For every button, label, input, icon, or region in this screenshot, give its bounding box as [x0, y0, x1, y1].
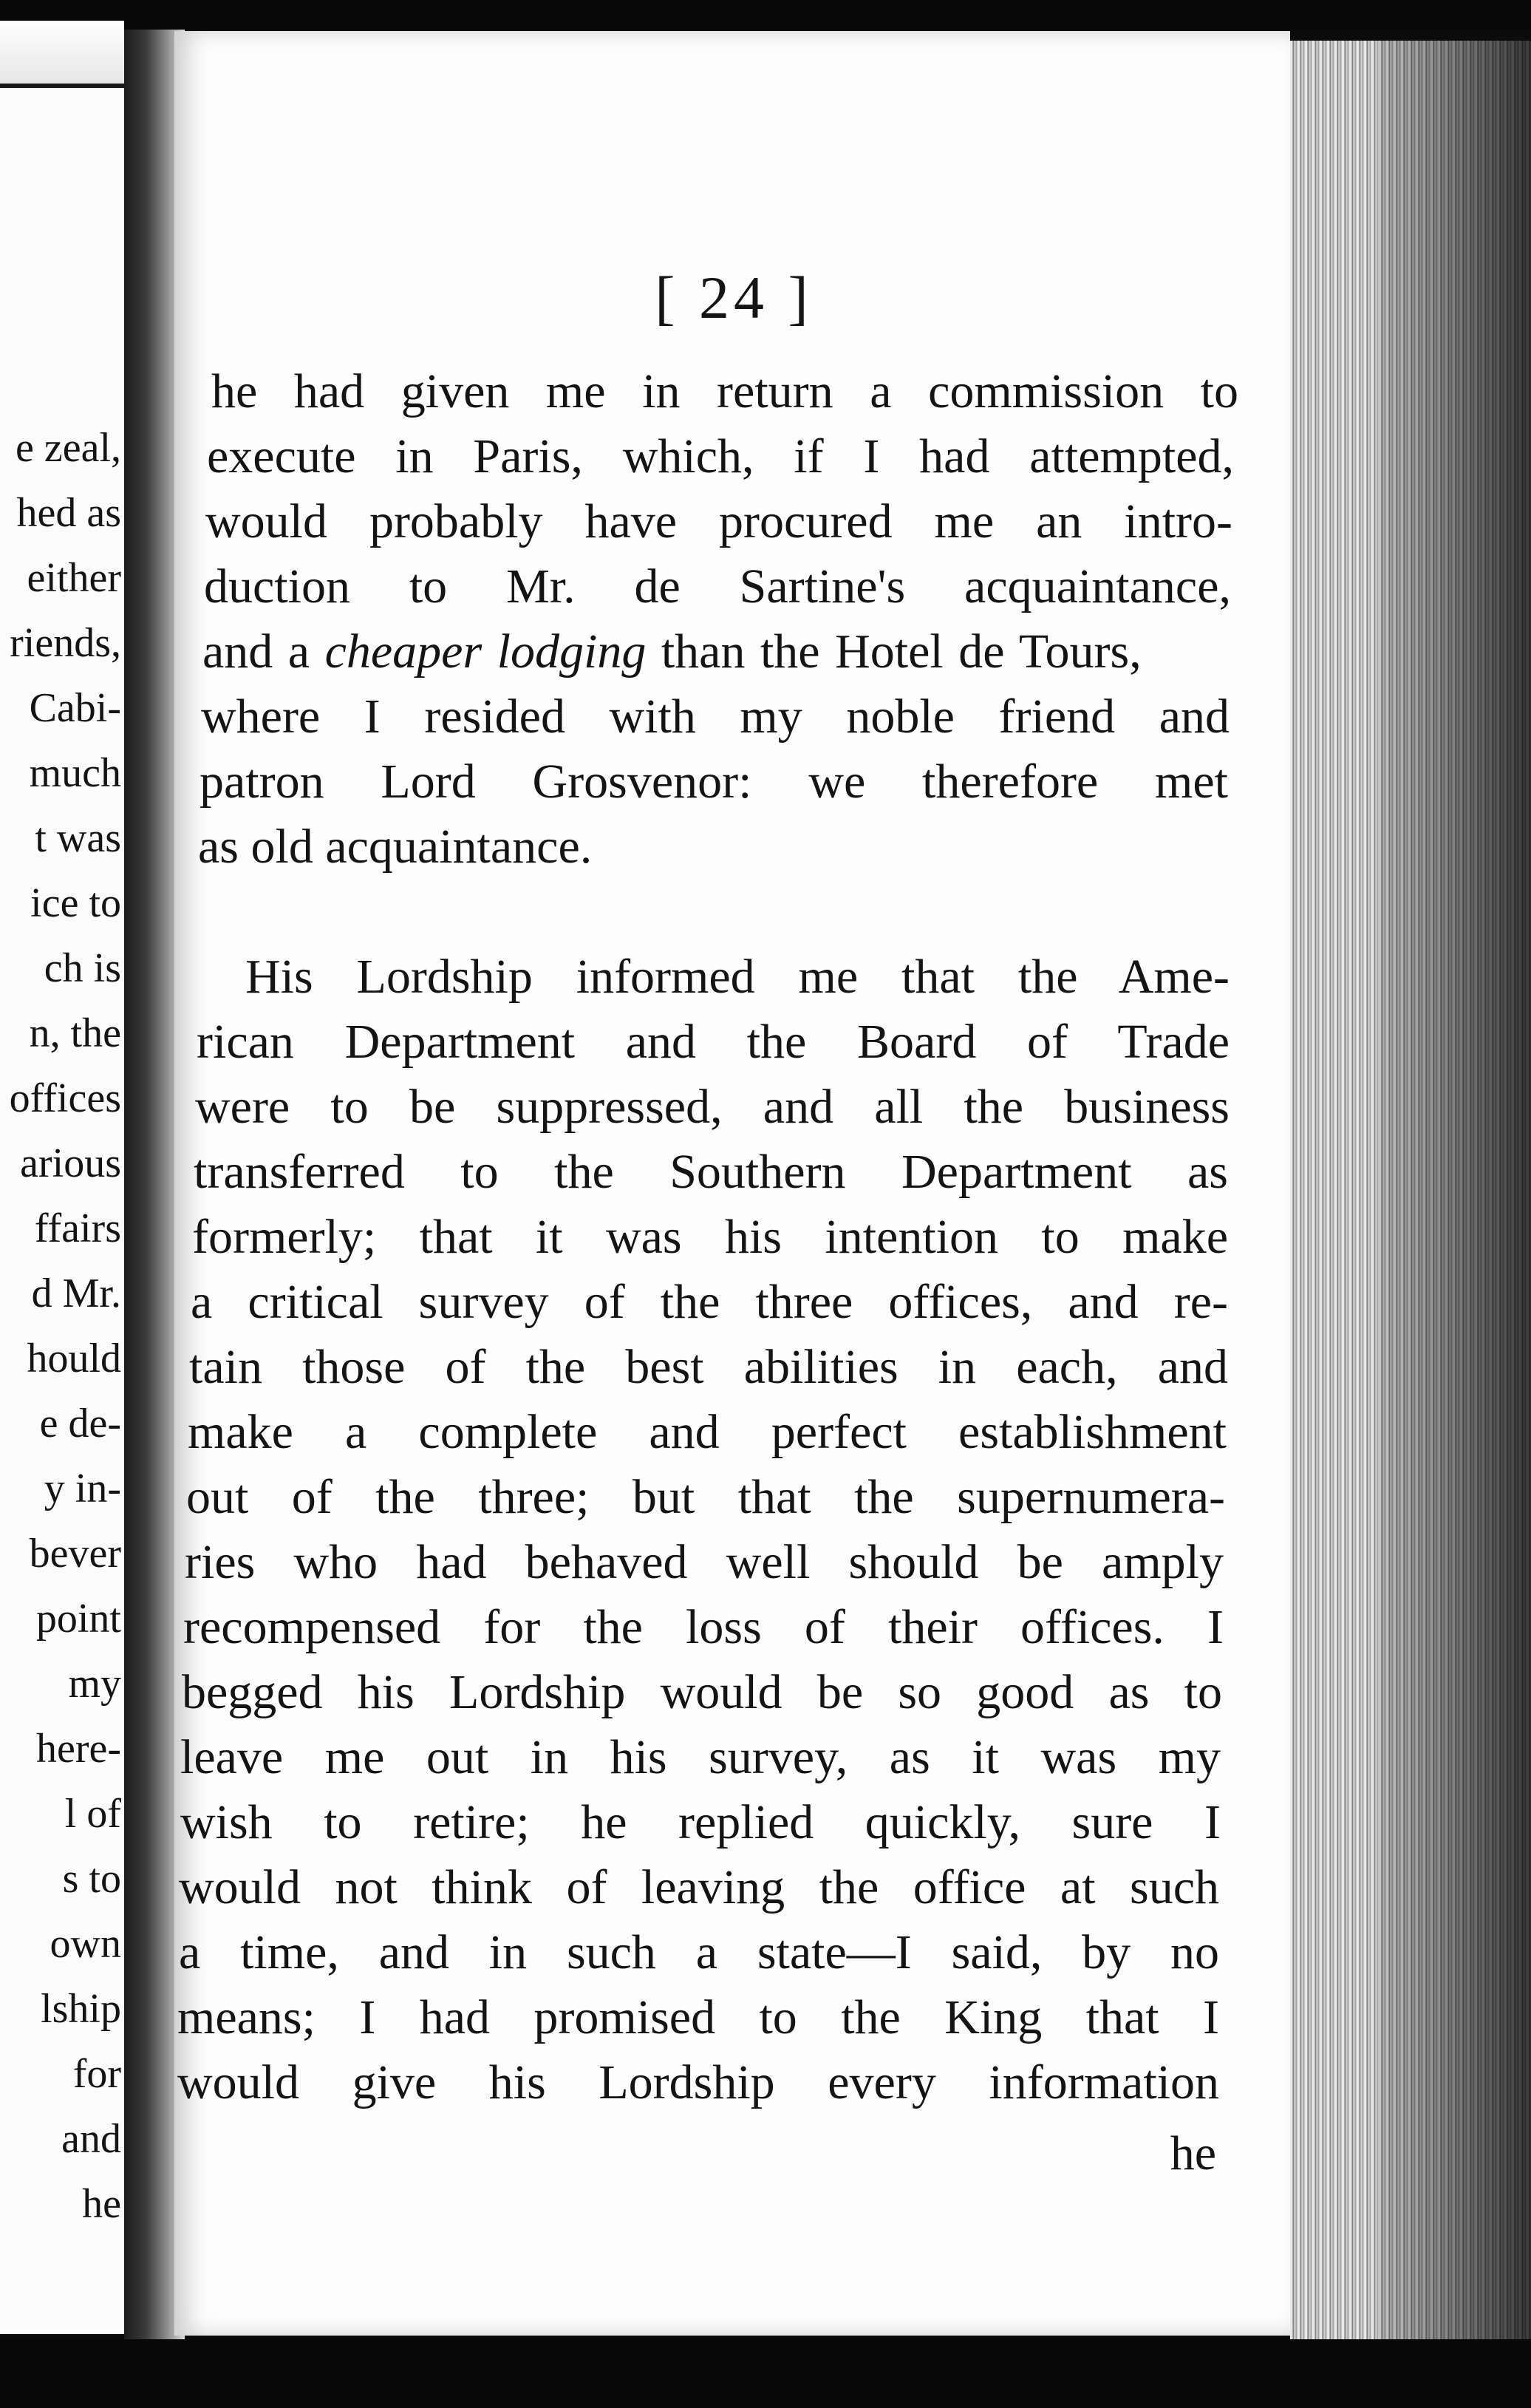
left-line: e de-	[39, 1401, 121, 1446]
left-line: riends,	[10, 620, 121, 666]
text-line: formerly; that it was his intention to make	[192, 1210, 1228, 1264]
left-line: for	[72, 2051, 121, 2097]
text-line: means; I had promised to the King that I	[177, 1990, 1219, 2044]
text-line: rican Department and the Board of Trade	[197, 1015, 1230, 1069]
text-line: he had given me in return a commission to	[211, 364, 1238, 418]
catchword: he	[1170, 2126, 1216, 2180]
left-line: and	[61, 2116, 121, 2162]
text-line: execute in Paris, which, if I had attempted,	[207, 429, 1234, 483]
left-line: either	[27, 555, 121, 601]
left-line: t was	[35, 815, 121, 861]
left-line: he	[82, 2181, 121, 2227]
text-line: His Lordship informed me that the Ame-	[245, 950, 1230, 1004]
left-page-fragment	[0, 21, 124, 2334]
text-span: than the Hotel de Tours,	[661, 625, 1142, 678]
left-line: e zeal,	[16, 425, 121, 471]
left-line: s to	[62, 1856, 121, 1902]
left-line: bever	[29, 1531, 121, 1577]
text-span: and a	[202, 625, 310, 678]
text-line: ries who had behaved well should be amply	[185, 1535, 1224, 1589]
text-line: would give his Lordship every information	[177, 2055, 1219, 2109]
left-line: ch is	[44, 945, 121, 991]
text-line: a critical survey of the three offices, and re-	[191, 1275, 1228, 1329]
left-line: point	[35, 1596, 121, 1642]
text-line: leave me out in his survey, as it was my	[180, 1730, 1221, 1784]
book-page	[174, 31, 1290, 2336]
text-line: would probably have procured me an intro-	[205, 494, 1232, 548]
text-line: a time, and in such a state—I said, by no	[179, 1925, 1219, 1979]
left-line: own	[50, 1921, 121, 1967]
left-line: offices	[9, 1075, 121, 1121]
page-number-header: [ 24 ]	[655, 264, 813, 331]
text-line: recompensed for the loss of their offices. I	[183, 1600, 1224, 1654]
text-line: wish to retire; he replied quickly, sure I	[180, 1795, 1221, 1849]
text-line-with-italic	[202, 622, 1231, 681]
text-line: make a complete and perfect establishment	[188, 1405, 1227, 1459]
left-line: Cabi-	[29, 685, 121, 731]
left-line: lship	[41, 1986, 121, 2032]
left-line: l of	[64, 1791, 121, 1837]
scan-border-bottom	[0, 2339, 1531, 2408]
text-line: as old acquaintance.	[198, 820, 593, 874]
page-stack-shadow	[1379, 41, 1531, 2339]
left-line: y in-	[44, 1466, 121, 1511]
text-line: would not think of leaving the office at such	[179, 1860, 1219, 1914]
left-line: ffairs	[34, 1205, 121, 1251]
left-line: hould	[27, 1336, 121, 1381]
left-page-top-edge	[0, 21, 124, 88]
text-line: duction to Mr. de Sartine's acquaintance,	[204, 560, 1231, 613]
text-line: where I resided with my noble friend and	[201, 690, 1230, 744]
left-line: d Mr.	[31, 1271, 121, 1316]
left-line: ice to	[30, 880, 121, 926]
text-line: tain those of the best abilities in each, and	[189, 1340, 1228, 1394]
scan-border-top	[0, 0, 1531, 30]
text-line: patron Lord Grosvenor: we therefore met	[200, 755, 1228, 809]
left-line: much	[29, 750, 121, 796]
italic-phrase: cheaper lodging	[324, 625, 647, 678]
left-line: arious	[20, 1140, 121, 1186]
left-line: hed as	[16, 490, 121, 536]
page-stack-edges	[1290, 41, 1531, 2339]
text-line: transferred to the Southern Department as	[194, 1145, 1228, 1199]
left-line: here-	[35, 1726, 121, 1772]
left-line: n, the	[29, 1010, 121, 1056]
text-line: begged his Lordship would be so good as to	[182, 1665, 1222, 1719]
left-line: my	[68, 1661, 121, 1707]
text-line: out of the three; but that the supernumera-	[186, 1470, 1225, 1524]
text-line: were to be suppressed, and all the business	[195, 1080, 1230, 1134]
